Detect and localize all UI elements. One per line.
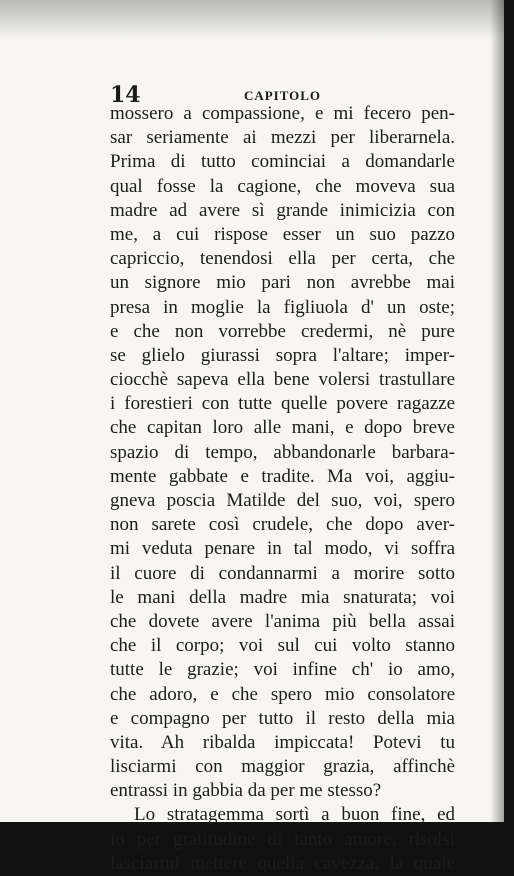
text-line: io per gratitudine di tanto amore, risolsi — [110, 828, 455, 850]
text-line: e che non vorrebbe credermi, nè pure — [110, 320, 455, 342]
text-line: che adoro, e che spero mio consolatore — [110, 683, 455, 705]
text-line: mente gabbate e tradite. Ma voi, aggiu- — [110, 465, 455, 487]
text-line: vita. Ah ribalda impiccata! Potevi tu — [110, 731, 455, 753]
text-line: e compagno per tutto il resto della mia — [110, 707, 455, 729]
page-edge-shadow — [490, 0, 504, 822]
text-line: entrassi in gabbia da per me stesso? — [110, 780, 382, 802]
running-head: CAPITOLO — [243, 88, 322, 103]
text-line: se glielo giurassi sopra l'altare; imper- — [110, 344, 455, 366]
text-line: che capitan loro alle mani, e dopo breve — [110, 417, 455, 439]
text-line: i forestieri con tutte quelle povere ragazze — [110, 393, 455, 415]
text-line: mossero a compassione, e mi fecero pen- — [110, 103, 455, 124]
text-line: le mani della madre mia snaturata; voi — [110, 586, 455, 608]
text-line: lisciarmi con maggior grazia, affinchè — [110, 756, 455, 778]
text-line: ciocchè sapeva ella bene volersi trastullare — [110, 369, 455, 391]
text-line: madre ad avere sì grande inimicizia con — [110, 199, 455, 221]
text-line: capriccio, tenendosi ella per certa, che — [110, 248, 455, 270]
text-line: non sarete così crudele, che dopo aver- — [110, 514, 455, 536]
page-top-shadow — [0, 0, 504, 40]
text-line: che dovete avere l'anima più bella assai — [110, 610, 455, 632]
body-text — [110, 102, 455, 876]
page-number: 14 — [110, 82, 141, 108]
text-line: un signore mio pari non avrebbe mai — [110, 272, 455, 294]
text-line: tutte le grazie; voi infine ch' io amo, — [110, 659, 455, 681]
text-line: lasciarmi mettere quella cavezza, la quale — [110, 852, 455, 874]
text-line: Prima di tutto cominciai a domandarle — [110, 151, 455, 173]
text-line: sar seriamente ai mezzi per liberarnela. — [110, 127, 455, 149]
text-line: il cuore di condannarmi a morire sotto — [110, 562, 455, 584]
text-line: Lo stratagemma sortì a buon fine, ed — [134, 804, 455, 826]
text-line: gneva poscia Matilde del suo, voi, spero — [110, 490, 455, 511]
text-line: spazio di tempo, abbandonarle barbara- — [110, 441, 455, 463]
text-line: che il corpo; voi sul cui volto stanno — [110, 635, 455, 657]
text-line: me, a cui rispose esser un suo pazzo — [110, 223, 455, 245]
text-line: qual fosse la cagione, che moveva sua — [110, 175, 455, 197]
text-line: mi veduta penare in tal modo, vi soffra — [110, 538, 455, 560]
text-line: presa in moglie la figliuola d' un oste; — [110, 296, 455, 318]
